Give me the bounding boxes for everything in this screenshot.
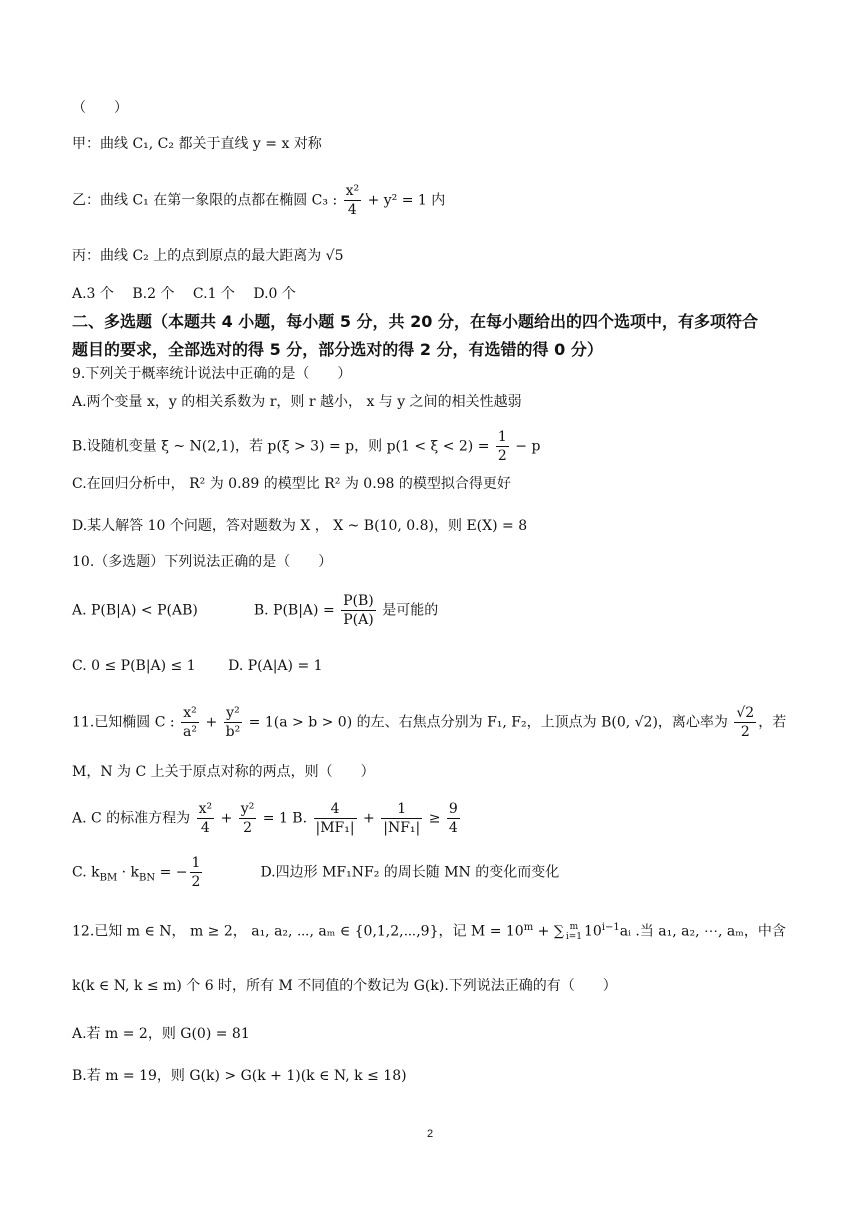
question-9-option-c: C.在回归分析中， R² 为 0.89 的模型比 R² 为 0.98 的模型拟合得更好 [72,476,511,492]
question-12-option-a: A.若 m = 2，则 G(0) = 81 [72,1026,250,1042]
q11-text-3: ，若 [758,714,787,731]
question-11-options-ab [72,800,462,837]
q11-plus: + [216,810,237,827]
q12-text-2: aᵢ .当 a₁, a₂, ⋯, aₘ，中含 [619,923,786,940]
fraction: $\frac{4}{\text{|MF₁|}}$ [315,801,355,836]
q11-c-text: C. k [72,864,100,881]
statement-yi [72,182,445,219]
question-11-stem-line-2: M，N 为 C 上关于原点对称的两点，则（ ） [72,764,375,780]
question-12-option-b: B.若 m = 19，则 G(k) > G(k + 1)(k ∈ N, k ≤ 18) [72,1068,407,1084]
q12-sum: + ∑ [533,923,564,940]
statement-yi-tail: + y² = 1 内 [363,192,446,209]
question-9-option-d: D.某人解答 10 个问题，答对题数为 X ， X ~ B(10, 0.8)，则 E(X) = 8 [72,518,528,534]
page-number: 2 [426,1128,434,1140]
statement-bing: 丙：曲线 C₂ 上的点到原点的最大距离为 √5 [72,248,344,264]
statement-jia: 甲：曲线 C₁, C₂ 都关于直线 y = x 对称 [72,136,322,152]
q11-d-text: D.四边形 MF₁NF₂ 的周长随 MN 的变化而变化 [204,864,560,881]
option-b-tail: − p [510,438,541,455]
q11-text-2: = 1(a > b > 0) 的左、右焦点分别为 F₁, F₂，上顶点为 B(0, √2)，离心率为 [244,714,733,731]
question-12-stem-line-2: k(k ∈ N, k ≤ m) 个 6 时，所有 M 不同值的个数记为 G(k).下列说法正确的有（ ） [72,978,617,994]
question-12-stem-line-1: 12.已知 m ∈ N， m ≥ 2， a₁, a₂, ⋯, aₘ ∈ {0,1,2,⋯,9}，记 $M = 10^m$ + ∑ m i=1 $10^{i-1}aᵢ$ .当 a₁, a₂, ⋯, aₘ，中含 [72,921,786,942]
section-heading-line-1: 二、多选题（本题共 4 小题，每小题 5 分，共 20 分，在每小题给出的四个选项中，有多项符合 [72,312,758,331]
fraction: $\frac{\text{x²}}{\text{a²}}$ [183,705,198,740]
question-10-stem: 10.（多选题）下列说法正确的是（ ） [72,554,333,570]
fraction: $\frac{\text{y²}}{2}$ [240,801,255,836]
question-10-options-ab [72,592,438,629]
fraction: $\frac{1}{\text{|NF₁|}}$ [383,801,421,836]
q11-eq: = − [155,864,188,881]
q11-a-text: A. C 的标准方程为 [72,810,195,827]
q12-text-1: 12.已知 m ∈ N， m ≥ 2， a₁, a₂, ⋯, aₘ ∈ {0,1,2,⋯,9}，记 M = 10 [72,923,524,940]
fraction: $\frac{√2}{2}$ [736,705,755,740]
q12-ten: 10 [583,923,602,940]
q11-text-1: 11.已知椭圆 C : [72,714,180,731]
question-9-option-b [72,428,540,465]
q11-geq: ≥ [424,810,445,827]
option-b-text: B.设随机变量 ξ ~ N(2,1)，若 p(ξ > 3) = p，则 p(1 < ξ < 2) = [72,438,494,455]
options-ab-text: A. P(B|A) < P(AB) B. P(B|A) = [72,602,340,619]
fraction: $\frac{\text{x²}}{4}$ [198,801,213,836]
fraction: $\frac{\text{x²}}{4}$ [345,183,360,218]
question-8-answer-bracket: （ ） [72,100,128,116]
fraction: $\frac{1}{2}$ [497,429,507,464]
fraction: $\frac{1}{2}$ [191,855,201,890]
fraction: $\frac{\text{y²}}{\text{b²}}$ [225,705,241,740]
question-11-stem-line-1 [72,704,786,741]
question-11-options-cd: C. $k_{BM} \cdot k_{BN}$ = − $\frac{1}{2}$ D.四边形 MF₁NF₂ 的周长随 MN 的变化而变化 [72,855,560,890]
options-ab-tail: 是可能的 [377,602,439,619]
statement-yi-text: 乙：曲线 C₁ 在第一象限的点都在椭圆 C₃ : [72,192,342,209]
question-10-options-cd: C. 0 ≤ P(B|A) ≤ 1 D. P(A|A) = 1 [72,658,323,674]
q11-dot: · k [117,864,140,881]
fraction: $\frac{9}{4}$ [448,801,458,836]
section-heading-line-2: 题目的要求，全部选对的得 5 分，部分选对的得 2 分，有选错的得 0 分） [72,340,603,359]
question-8-options: A.3 个 B.2 个 C.1 个 D.0 个 [72,286,296,302]
question-9-stem: 9.下列关于概率统计说法中正确的是（ ） [72,366,352,382]
question-9-option-a: A.两个变量 x，y 的相关系数为 r，则 r 越小， x 与 y 之间的相关性越弱 [72,394,522,410]
q11-plus: + [358,810,380,827]
q11-b-text: = 1 B. [258,810,312,827]
q11-plus: + [201,714,222,731]
fraction: $\frac{P(B)}{P(A)}$ [343,593,374,628]
